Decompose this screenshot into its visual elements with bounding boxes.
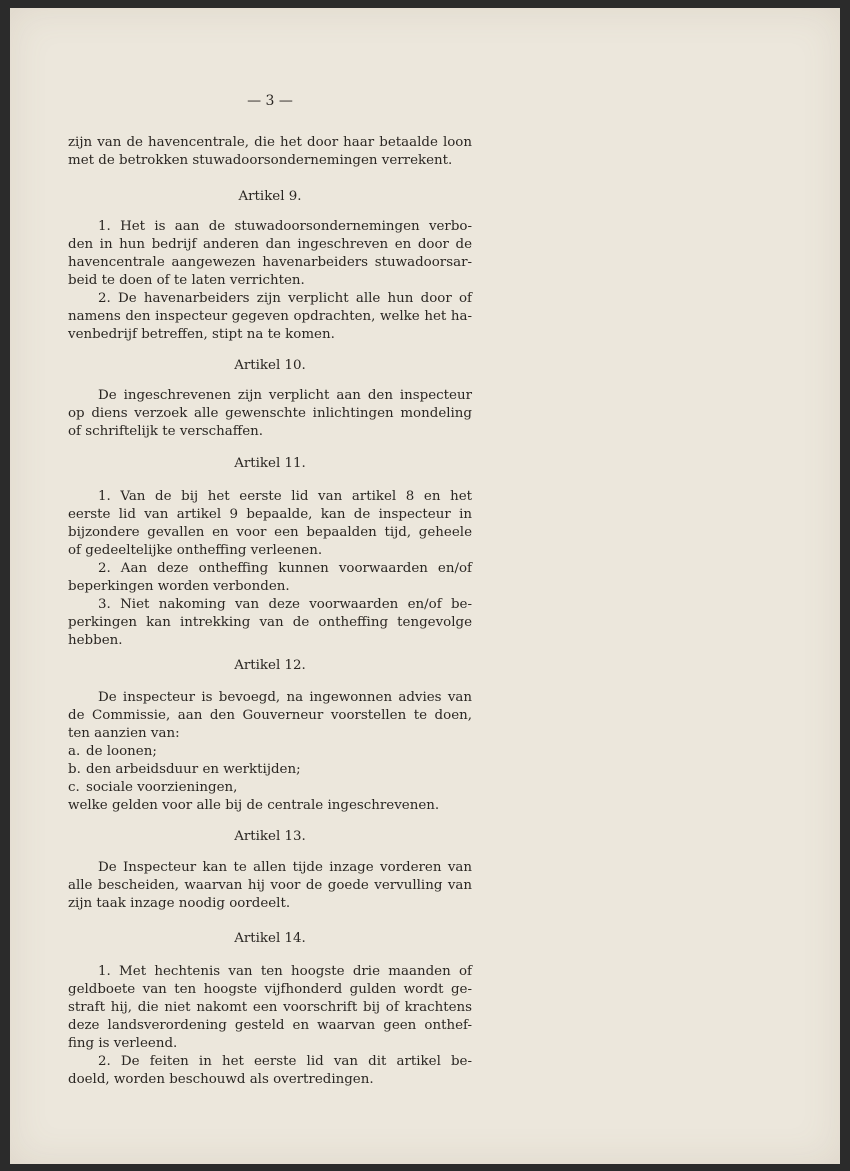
text-line: of gedeeltelijke ontheffing verleenen. [68, 543, 323, 558]
list-item-label: c. [68, 780, 80, 795]
text-line: ten aanzien van: [68, 726, 180, 741]
text-line: fing is verleend. [68, 1036, 178, 1051]
article-14-heading: Artikel 14. [234, 931, 306, 946]
text-line: 1. Met hechtenis van ten hoogste drie maanden of [98, 964, 472, 979]
text-line: havencentrale aangewezen havenarbeiders stuwadoorsar- [68, 255, 472, 270]
text-line: 1. Het is aan de stuwadoorsondernemingen verbo- [98, 219, 472, 234]
text-line: 1. Van de bij het eerste lid van artikel 8 en het [98, 489, 472, 504]
text-line: perkingen kan intrekking van de ontheffing tengevolge [68, 615, 472, 630]
document-page [10, 8, 840, 1164]
article-13-heading: Artikel 13. [234, 829, 306, 844]
article-10-heading: Artikel 10. [234, 358, 306, 373]
text-line: den in hun bedrijf anderen dan ingeschreven en door de [68, 237, 472, 252]
list-item [68, 761, 472, 779]
list-item-text: de loonen; [86, 744, 157, 759]
text-line: alle bescheiden, waarvan hij voor de goede vervulling van [68, 878, 472, 893]
text-line: bijzondere gevallen en voor een bepaalden tijd, geheele [68, 525, 472, 540]
text-line: namens den inspecteur gegeven opdrachten, welke het ha- [68, 309, 472, 324]
text-line: straft hij, die niet nakomt een voorschrift bij of krachtens [68, 1000, 472, 1015]
text-line: 2. Aan deze ontheffing kunnen voorwaarden en/of [98, 561, 472, 576]
text-line: geldboete van ten hoogste vijfhonderd gulden wordt ge- [68, 982, 472, 997]
text-line: op diens verzoek alle gewenschte inlichtingen mondeling [68, 406, 472, 421]
text-line: doeld, worden beschouwd als overtredingen. [68, 1072, 374, 1087]
list-item-label: a. [68, 744, 81, 759]
text-line: beid te doen of te laten verrichten. [68, 273, 305, 288]
list-item [68, 779, 472, 797]
text-line: 3. Niet nakoming van deze voorwaarden en/of be- [98, 597, 472, 612]
intro-line: met de betrokken stuwadoorsondernemingen verrekent. [68, 153, 453, 168]
text-line: eerste lid van artikel 9 bepaalde, kan de inspecteur in [68, 507, 472, 522]
text-line: 2. De feiten in het eerste lid van dit artikel be- [98, 1054, 472, 1069]
text-line: De inspecteur is bevoegd, na ingewonnen advies van [98, 690, 472, 705]
text-line: deze landsverordening gesteld en waarvan geen onthef- [68, 1018, 472, 1033]
text-line: de Commissie, aan den Gouverneur voorstellen te doen, [68, 708, 472, 723]
text-line: zijn taak inzage noodig oordeelt. [68, 896, 291, 911]
text-line: hebben. [68, 633, 123, 648]
text-line: of schriftelijk te verschaffen. [68, 424, 264, 439]
text-line: welke gelden voor alle bij de centrale ingeschrevenen. [68, 798, 440, 813]
article-11-heading: Artikel 11. [234, 456, 306, 471]
text-line: venbedrijf betreffen, stipt na te komen. [68, 327, 335, 342]
text-line: De ingeschrevenen zijn verplicht aan den inspecteur [98, 388, 472, 403]
list-item-text: sociale voorzieningen, [86, 780, 238, 795]
article-9-heading: Artikel 9. [238, 189, 302, 204]
text-line: De Inspecteur kan te allen tijde inzage vorderen van [98, 860, 472, 875]
list-item-text: den arbeidsduur en werktijden; [86, 762, 301, 777]
article-12-heading: Artikel 12. [234, 658, 306, 673]
intro-line: zijn van de havencentrale, die het door haar betaalde loon [68, 135, 472, 150]
page-number: — 3 — [247, 93, 293, 109]
list-item [68, 743, 472, 761]
text-line: 2. De havenarbeiders zijn verplicht alle hun door of [98, 291, 472, 306]
text-line: beperkingen worden verbonden. [68, 579, 290, 594]
list-item-label: b. [68, 762, 81, 777]
